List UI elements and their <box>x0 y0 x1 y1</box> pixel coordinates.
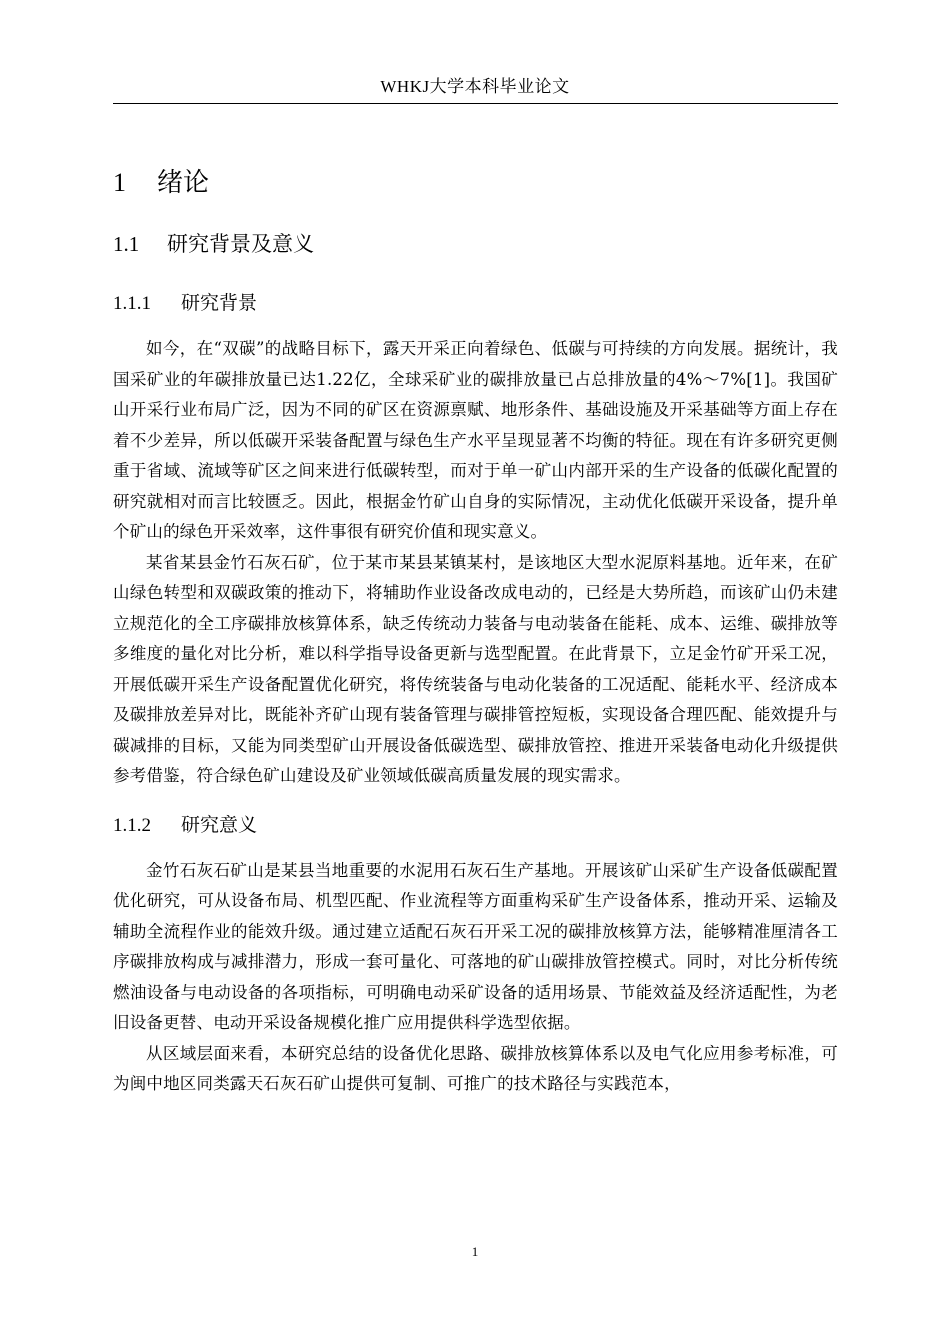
body-paragraph: 某省某县金竹石灰石矿，位于某市某县某镇某村，是该地区大型水泥原料基地。近年来，在矿山绿色转型和双碳政策的推动下，将辅助作业设备改成电动的，已经是大势所趋，而该矿山仍未建立规范化的全工序碳排放核算体系，缺乏传统动力装备与电动装备在能耗、成本、运维、碳排放等多维度的量化对比分析，难以科学指导设备更新与选型配置。在此背景下，立足金竹矿开采工况，开展低碳开采生产设备配置优化研究，将传统装备与电动化装备的工况适配、能耗水平、经济成本及碳排放差异对比，既能补齐矿山现有装备管理与碳排管控短板，实现设备合理匹配、能效提升与碳减排的目标，又能为同类型矿山开展设备低碳选型、碳排放管控、推进开采装备电动化升级提供参考借鉴，符合绿色矿山建设及矿业领域低碳高质量发展的现实需求。 <box>113 552 838 785</box>
body-paragraph: 从区域层面来看，本研究总结的设备优化思路、碳排放核算体系以及电气化应用参考标准，可为闽中地区同类露天石灰石矿山提供可复制、可推广的技术路径与实践范本， <box>113 1043 838 1093</box>
chapter-title: 绪论 <box>157 168 210 198</box>
chapter-heading <box>113 160 838 206</box>
subsection-number: 1.1.1 <box>113 293 151 314</box>
page-number: 1 <box>471 1244 479 1259</box>
page-body <box>113 160 838 1100</box>
subsection-title: 研究背景 <box>181 292 258 314</box>
running-header: WHKJ大学本科毕业论文 <box>380 77 570 96</box>
subsection-number: 1.1.2 <box>113 814 151 836</box>
section-heading <box>113 224 838 264</box>
header-rule <box>113 103 838 104</box>
body-paragraph: 如今，在“双碳”的战略目标下，露天开采正向着绿色、低碳与可持续的方向发展。据统计，我国采矿业的年碳排放量已达1.22亿，全球采矿业的碳排放量已占总排放量的4%～7%[1]。我国矿山开采行业布局广泛，因为不同的矿区在资源禀赋、地形条件、基础设施及开采基础等方面上存在着不少差异，所以低碳开采装备配置与绿色生产水平呈现显著不均衡的特征。现在有许多研究更侧重于省域、流域等矿区之间来进行低碳转型，而对于单一矿山内部开采的生产设备的低碳化配置的研究就相对而言比较匮乏。因此，根据金竹矿山自身的实际情况，主动优化低碳开采设备，提升单个矿山的绿色开采效率，这件事很有研究价值和现实意义。 <box>113 339 838 541</box>
subsection-title: 研究意义 <box>181 813 258 836</box>
body-paragraph: 金竹石灰石矿山是某县当地重要的水泥用石灰石生产基地。开展该矿山采矿生产设备低碳配置优化研究，可从设备布局、机型匹配、作业流程等方面重构采矿生产设备体系，推动开采、运输及辅助全流程作业的能效升级。通过建立适配石灰石开采工况的碳排放核算方法，能够精准厘清各工序碳排放构成与减排潜力，形成一套可量化、可落地的矿山碳排放管控模式。同时，对比分析传统燃油设备与电动设备的各项指标，可明确电动采矿设备的适用场景、节能效益及经济适配性，为老旧设备更替、电动开采设备规模化推广应用提供科学选型依据。 <box>113 860 838 1032</box>
subsection-heading <box>113 806 838 844</box>
section-title: 研究背景及意义 <box>167 232 314 256</box>
chapter-number: 1 <box>113 168 126 197</box>
section-number: 1.1 <box>113 232 140 256</box>
subsection-heading <box>113 284 838 322</box>
